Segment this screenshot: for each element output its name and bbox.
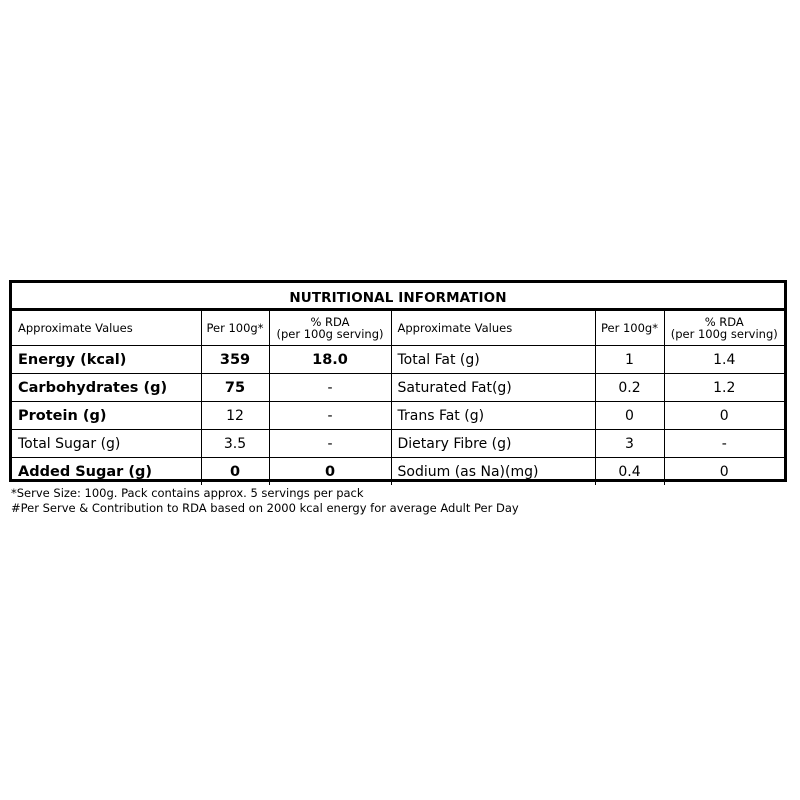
per-100g-value-left: 12 [201, 402, 269, 430]
nutrient-name-right: Total Fat (g) [391, 346, 595, 374]
header-rda-right-line1: % RDA [704, 315, 744, 329]
nutrient-name-left: Added Sugar (g) [12, 458, 201, 486]
per-100g-value-left: 75 [201, 374, 269, 402]
rda-value-right: 0 [664, 458, 784, 486]
header-rda-left [269, 311, 391, 346]
nutrient-name-left: Total Sugar (g) [12, 430, 201, 458]
nutrient-name-right: Saturated Fat(g) [391, 374, 595, 402]
per-100g-value-right: 0.4 [595, 458, 664, 486]
table-row [12, 402, 784, 430]
nutrient-name-right: Dietary Fibre (g) [391, 430, 595, 458]
table-row [12, 430, 784, 458]
per-100g-value-right: 0 [595, 402, 664, 430]
rda-value-left: - [269, 374, 391, 402]
rda-value-left: 0 [269, 458, 391, 486]
nutrient-name-right: Sodium (as Na)(mg) [391, 458, 595, 486]
per-100g-value-right: 0.2 [595, 374, 664, 402]
table-header-row [12, 311, 784, 346]
header-approximate-values-left: Approximate Values [12, 311, 201, 346]
rda-value-left: 18.0 [269, 346, 391, 374]
rda-value-right: 1.4 [664, 346, 784, 374]
header-per-100g-right: Per 100g* [595, 311, 664, 346]
table-row [12, 458, 784, 486]
rda-value-right: 1.2 [664, 374, 784, 402]
header-rda-left-line1: % RDA [310, 315, 350, 329]
rda-value-right: - [664, 430, 784, 458]
header-rda-left-line2: (per 100g serving) [276, 327, 384, 341]
per-100g-value-left: 359 [201, 346, 269, 374]
header-rda-right-line2: (per 100g serving) [670, 327, 778, 341]
nutrient-name-left: Carbohydrates (g) [12, 374, 201, 402]
nutrition-table [12, 311, 784, 485]
nutrition-table-panel [9, 280, 787, 482]
per-100g-value-right: 1 [595, 346, 664, 374]
serve-size-note: *Serve Size: 100g. Pack contains approx. 5 servings per pack [11, 486, 364, 500]
per-100g-value-left: 3.5 [201, 430, 269, 458]
nutrient-name-left: Energy (kcal) [12, 346, 201, 374]
rda-value-left: - [269, 402, 391, 430]
nutrient-name-right: Trans Fat (g) [391, 402, 595, 430]
header-approximate-values-right: Approximate Values [391, 311, 595, 346]
per-100g-value-right: 3 [595, 430, 664, 458]
table-title: NUTRITIONAL INFORMATION [12, 283, 784, 311]
header-rda-right [664, 311, 784, 346]
table-row [12, 346, 784, 374]
rda-basis-note: #Per Serve & Contribution to RDA based on 2000 kcal energy for average Adult Per Day [11, 501, 519, 515]
footnotes [11, 486, 791, 516]
table-row [12, 374, 784, 402]
per-100g-value-left: 0 [201, 458, 269, 486]
rda-value-left: - [269, 430, 391, 458]
nutrient-name-left: Protein (g) [12, 402, 201, 430]
header-per-100g-left: Per 100g* [201, 311, 269, 346]
rda-value-right: 0 [664, 402, 784, 430]
